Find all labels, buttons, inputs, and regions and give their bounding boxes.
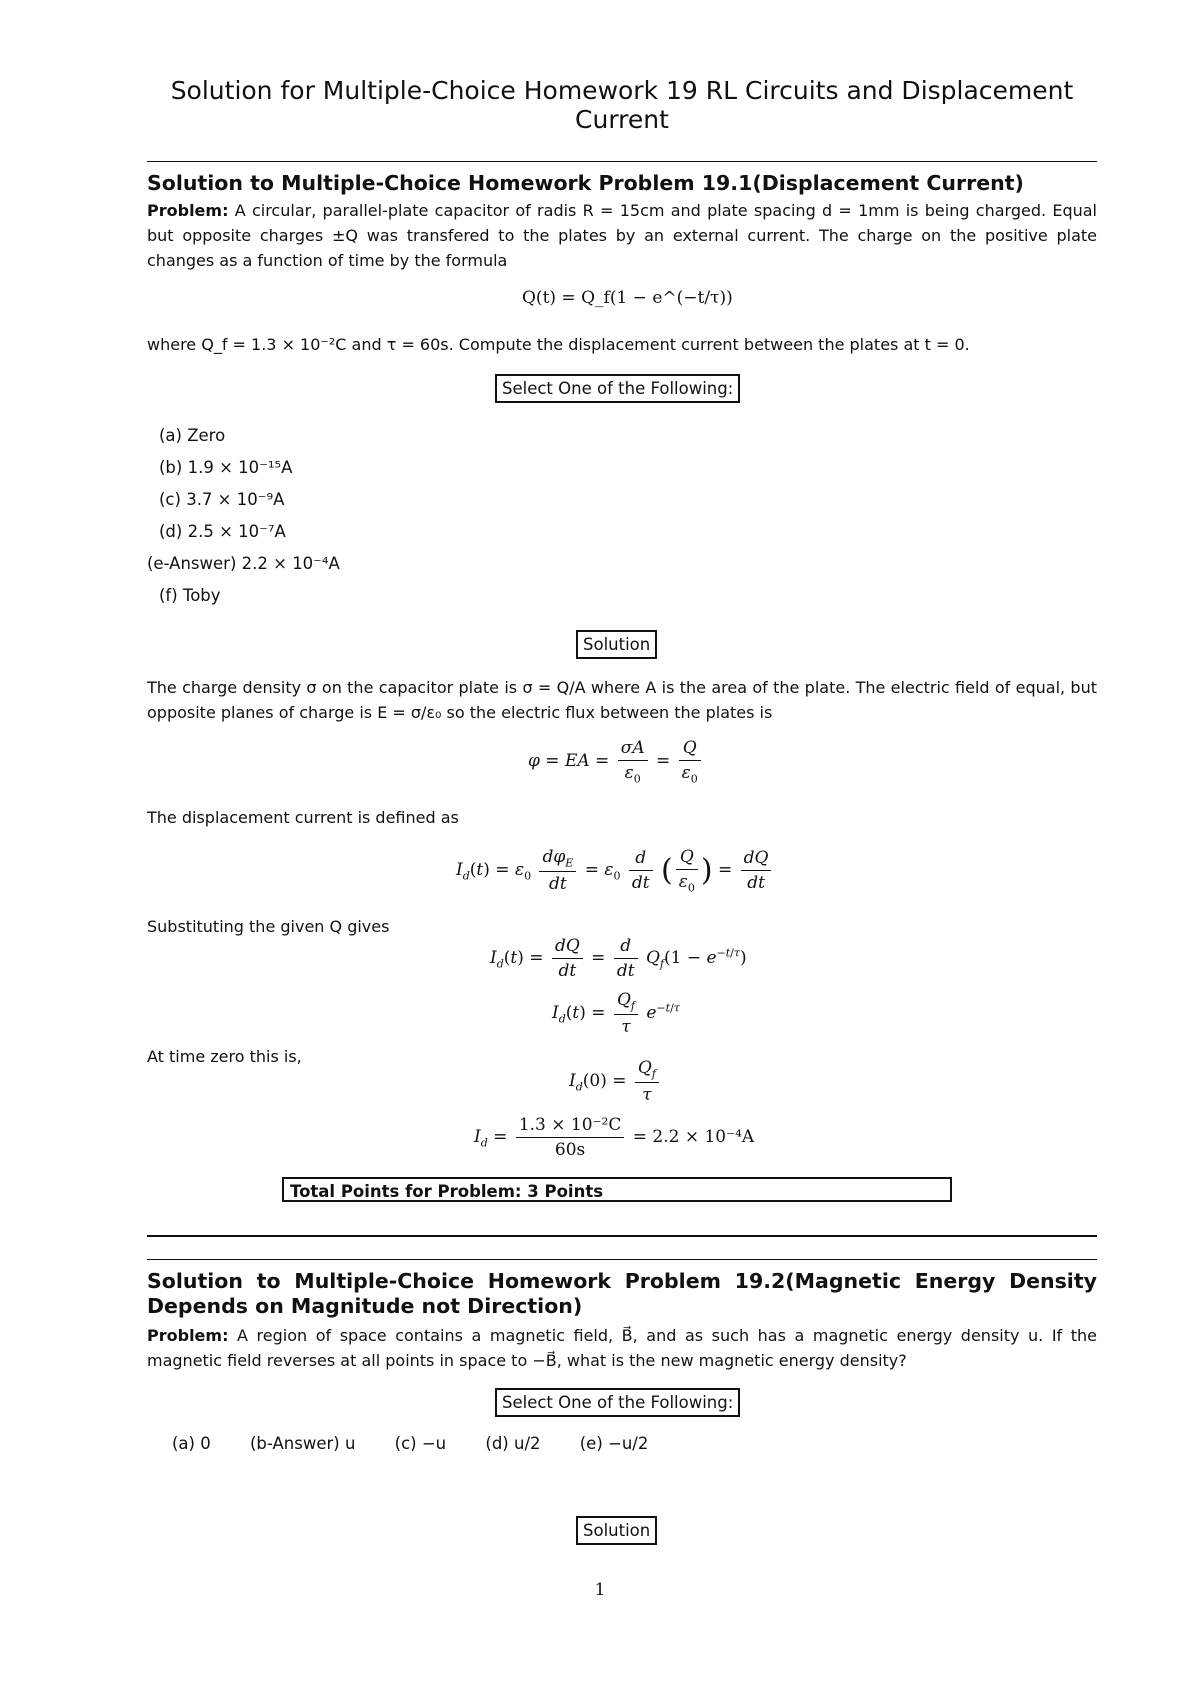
option-2c[interactable]: (c) −u — [394, 1434, 447, 1453]
solution-1-text-1: The charge density σ on the capacitor plate is σ = Q/A where A is the area of the plate. The electric field of equal, but opposite planes of charge is E = σ/ε₀ so the electric flux between the plates is — [147, 678, 1097, 722]
option-2e[interactable]: (e) −u/2 — [579, 1434, 649, 1453]
problem-1-statement-2: where Q_f = 1.3 × 10⁻²C and τ = 60s. Compute the displacement current between the plates at t = 0. — [147, 335, 970, 354]
title-line-1: Solution for Multiple-Choice Homework 19 RL Circuits and Displacement — [170, 76, 1074, 105]
select-one-label-1: Select One of the Following: — [495, 374, 740, 403]
problem-1-statement — [147, 198, 1097, 273]
solution-1-text-2: The displacement current is defined as — [147, 808, 459, 827]
solution-1-text-4: At time zero this is, — [147, 1047, 302, 1066]
problem-2-options — [172, 1434, 682, 1453]
select-one-label-2: Select One of the Following: — [495, 1388, 740, 1417]
result-value: = 2.2 × 10⁻⁴A — [632, 1127, 755, 1147]
option-2a[interactable]: (a) 0 — [172, 1434, 211, 1453]
document-title — [147, 76, 1097, 134]
option-c[interactable]: (c) 3.7 × 10⁻⁹A — [159, 490, 285, 509]
derivative-result-equation: $I_d(t)$ = $\frac{Q_f}{\tau}$ $e^{-t/\tau}$ — [552, 990, 680, 1038]
section-divider-thick — [147, 1235, 1097, 1237]
option-e-answer[interactable]: (e-Answer) 2.2 × 10⁻⁴A — [147, 554, 340, 573]
section-divider-thin — [147, 1259, 1097, 1260]
problem-2-text: A region of space contains a magnetic field, B⃗, and as such has a magnetic energy density u. If the magnetic field reverses at all points in space to −B⃗, what is the new magnetic energy density? — [147, 1326, 1098, 1370]
charge-formula-text: Q(t) = Q_f(1 − e^(−t/τ)) — [522, 288, 733, 308]
total-points-box: Total Points for Problem: 3 Points — [282, 1177, 952, 1202]
displacement-current-definition: $I_d(t) = \varepsilon_0$ $\frac{d\varphi_E}{dt}$ = $\varepsilon_0$ $\frac{d}{dt}$ ( $\frac{Q}{\varepsilon_0}$ ) = $\frac{dQ}{dt}$ — [456, 847, 774, 894]
option-b[interactable]: (b) 1.9 × 10⁻¹⁵A — [159, 458, 293, 477]
page-number: 1 — [594, 1580, 606, 1600]
charge-formula — [522, 288, 733, 308]
problem-1-text: A circular, parallel-plate capacitor of radis R = 15cm and plate spacing d = 1mm is being charged. Equal but opposite charges ±Q was transfered to the plates by an external current. The charge on the positive plate changes as a function of time by the formula — [147, 201, 1098, 270]
option-f[interactable]: (f) Toby — [159, 586, 221, 605]
result-denominator: 60s — [554, 1140, 586, 1160]
problem-2-heading: Solution to Multiple-Choice Homework Problem 19.2(Magnetic Energy Density Depends on Magnitude not Direction) — [147, 1269, 1097, 1318]
problem-label: Problem: — [147, 201, 229, 220]
result-numerator: 1.3 × 10⁻²C — [516, 1115, 625, 1138]
option-d[interactable]: (d) 2.5 × 10⁻⁷A — [159, 522, 286, 541]
numeric-result-equation: $I_d$ = $\frac{\text{1.3 × 10⁻²C}}{60s}$ = 2.2 × 10⁻⁴A — [474, 1115, 755, 1160]
title-line-2: Current — [575, 105, 669, 134]
solution-1-text-3: Substituting the given Q gives — [147, 917, 390, 936]
solution-label-1: Solution — [576, 630, 657, 659]
solution-label-2: Solution — [576, 1516, 657, 1545]
option-2d[interactable]: (d) u/2 — [485, 1434, 541, 1453]
problem-2-label: Problem: — [147, 1326, 229, 1345]
option-a[interactable]: (a) Zero — [159, 426, 226, 445]
problem-1-options — [147, 420, 340, 612]
flux-equation: φ = EA = $\frac{\sigma A}{\varepsilon_0}$ = $\frac{Q}{\varepsilon_0}$ — [528, 738, 704, 785]
problem-2-statement — [147, 1323, 1097, 1373]
option-2b-answer[interactable]: (b-Answer) u — [249, 1434, 356, 1453]
substitution-equation: $I_d(t)$ = $\frac{dQ}{dt}$ = $\frac{d}{dt}$ $Q_f(1 - e^{-t/\tau})$ — [490, 936, 747, 981]
problem-1-heading: Solution to Multiple-Choice Homework Problem 19.1(Displacement Current) — [147, 171, 1024, 195]
title-rule — [147, 161, 1097, 162]
time-zero-equation: $I_d(0)$ = $\frac{Q_f}{\tau}$ — [569, 1058, 662, 1105]
